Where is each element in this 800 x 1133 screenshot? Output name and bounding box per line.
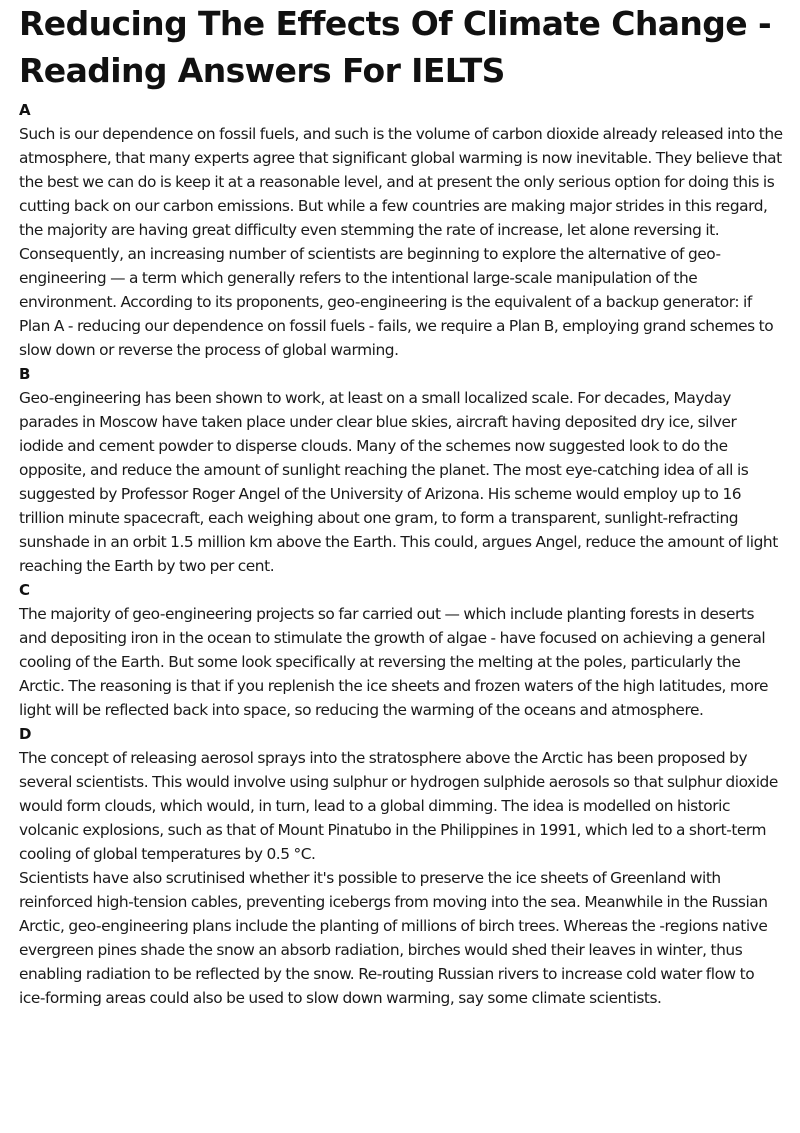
section-letter-c: C bbox=[19, 581, 31, 599]
section-c bbox=[19, 578, 784, 722]
article bbox=[19, 0, 784, 1010]
section-letter-b: B bbox=[19, 365, 31, 383]
section-letter-d: D bbox=[19, 725, 32, 743]
section-c-paragraph-1: The majority of geo-engineering projects so far carried out — which include planting forests in deserts and depositing iron in the ocean to stimulate the growth of algae - have focused on achieving a general cooling of the Earth. But some look specifically at reversing the melting at the poles, particularly the Arctic. The reasoning is that if you replenish the ice sheets and frozen waters of the high latitudes, more light will be reflected back into space, so reducing the warming of the oceans and atmosphere. bbox=[19, 605, 769, 719]
section-d-paragraph-2: Scientists have also scrutinised whether it's possible to preserve the ice sheets of Greenland with reinforced high-tension cables, preventing icebergs from moving into the sea. Meanwhile in the Russian Arctic, geo-engineering plans include the planting of millions of birch trees. Whereas the -regions native evergreen pines shade the snow an absorb radiation, birches would shed their leaves in winter, thus enabling radiation to be reflected by the snow. Re-routing Russian rivers to increase cold water flow to ice-forming areas could also be used to slow down warming, say some climate scientists. bbox=[19, 869, 768, 1007]
section-d-paragraph-1: The concept of releasing aerosol sprays into the stratosphere above the Arctic has been proposed by several scientists. This would involve using sulphur or hydrogen sulphide aerosols so that sulphur dioxide would form clouds, which would, in turn, lead to a global dimming. The idea is modelled on historic volcanic explosions, such as that of Mount Pinatubo in the Philippines in 1991, which led to a short-term cooling of global temperatures by 0.5 °C. bbox=[19, 749, 778, 863]
section-b bbox=[19, 362, 784, 578]
page-title: Reducing The Effects Of Climate Change - Reading Answers For IELTS bbox=[19, 4, 772, 90]
section-a bbox=[19, 98, 784, 362]
section-d bbox=[19, 722, 784, 1010]
section-a-paragraph-1: Such is our dependence on fossil fuels, and such is the volume of carbon dioxide already released into the atmosphere, that many experts agree that significant global warming is now inevitable. They believe that the best we can do is keep it at a reasonable level, and at present the only serious option for doing this is cutting back on our carbon emissions. But while a few countries are making major strides in this regard, the majority are having great difficulty even stemming the rate of increase, let alone reversing it. Consequently, an increasing number of scientists are beginning to explore the alternative of geo-engineering — a term which generally refers to the intentional large-scale manipulation of the environment. According to its proponents, geo-engineering is the equivalent of a backup generator: if Plan A - reducing our dependence on fossil fuels - fails, we require a Plan B, employing grand schemes to slow down or reverse the process of global warming. bbox=[19, 125, 783, 359]
title-block bbox=[19, 0, 784, 94]
section-letter-a: A bbox=[19, 101, 31, 119]
section-b-paragraph-1: Geo-engineering has been shown to work, at least on a small localized scale. For decades, Mayday parades in Moscow have taken place under clear blue skies, aircraft having deposited dry ice, silver iodide and cement powder to disperse clouds. Many of the schemes now suggested look to do the opposite, and reduce the amount of sunlight reaching the planet. The most eye-catching idea of all is suggested by Professor Roger Angel of the University of Arizona. His scheme would employ up to 16 trillion minute spacecraft, each weighing about one gram, to form a transparent, sunlight-refracting sunshade in an orbit 1.5 million km above the Earth. This could, argues Angel, reduce the amount of light reaching the Earth by two per cent. bbox=[19, 389, 778, 575]
